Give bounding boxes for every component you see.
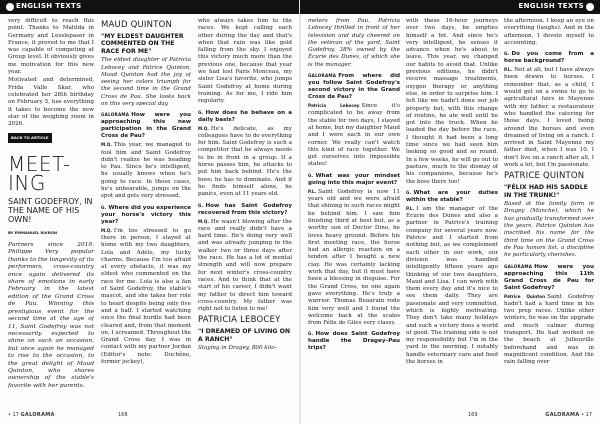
question: G. What was your mindset going into this major event? — [308, 172, 400, 186]
right-page-number: 169 — [468, 412, 478, 418]
question: G. Do you come from a horse background? — [504, 51, 594, 65]
left-col-2 — [101, 18, 191, 410]
issue-number: • 17 — [8, 412, 19, 418]
left-col-3 — [198, 18, 292, 410]
answer: Patrice Quinton Saint Godefroy hadn't had a hard time in his two prep races. Unlike other winters, he was on the upgrade and much calmer during transport. He had worked on the beach at Jullouville beforehand and was in magnificent condition. And the rain falling over — [504, 293, 594, 366]
question: G. How has Saint Godefroy recovered from this victory? — [198, 202, 292, 216]
answer: P.L. Not at all, but I have always been drawn to horses. I remember that, as a child, I would get on a swine to go to agricultural fairs in Mayenne with my father, a restaurateur who handled the catering for those days. I loved being around the horses and even dreamed of living on a ranch. I arrived in Saint Mayenne my father died, when I was 10. I don't live on a ranch after all, I work a lot, but I'm passionate. — [504, 67, 594, 169]
left-header-label: ENGLISH TEXTS — [16, 2, 82, 10]
question: G. How does Saint Godefroy handle the Dragey–Pau trips? — [308, 331, 400, 352]
article-intro: Partners since 2019, Philippe Very popular thanks to the longevity of its performers, cross-country once again delivered its share of emotions in early February in the latest edition of the Grand Cross de Pau. Winning this prestigious event for the second time at the age of 11, Saint Godefroy was not necessarily expected to shine on such an occasion, but once again he managed to rise to the occasion, to the great delight of Maud Quinton, who shares ownership of the stable's favorite with her parents. — [8, 242, 94, 389]
back-to-article-badge[interactable]: BACK TO ARTICLE — [8, 133, 52, 142]
left-header-bar — [0, 0, 300, 14]
issue-number: • 17 — [581, 412, 592, 418]
interviewee-name: PATRICIA LEBOCEY — [198, 315, 281, 326]
answer: M.Q. He's delicate, as my colleagues have to do everything for him. Saint Godefroy is such a competitor that he always needs to be in front in a group. If a horse passes him, he attacks to put him back behind. He's the boss; he has to dominate. And if he finds himself alone, he panics, even at 11 years old. — [198, 125, 292, 198]
interviewee-name: PATRICE QUINTON — [504, 171, 585, 182]
pull-quote-text: The eldest daughter of Patricia Lebocey and Patrice Quinton, Maud Quinton had the joy of seeing her colors triumph for the second time in the Grand Cross de Pau. She looks back on this very special day. — [101, 57, 191, 107]
brand-name: GALORAMA — [20, 412, 55, 418]
pull-quote-text: Based at the family farm in Dragey (Manche), which he has gradually transformed over the years, Patrice Quinton has inscribed his name for the third time on the Grand Cross de Pau honors list, a discipline he particularly cherishes. — [504, 201, 594, 259]
right-header-bar — [300, 0, 600, 14]
section-marker-icon — [586, 3, 594, 11]
right-col-2 — [406, 18, 498, 410]
right-page — [300, 0, 600, 424]
answer: P.L. Saint Godefroy is now 11 years old and we were afraid that shining in such races might be behind him. I saw him finishing third at best but, as a worthy son of Doctor Dino, he loves heavy ground. Before his first meeting race, the horse had an allergic reaction on a tendon after I bought a new clay. He was certainly lacking work that day, but it must have been a blessing in disguise. For the Grand Cross, no one again gave everything. He's truly a warrior. Thomas Beaurain rode him very well and I found the welcome back at the scales from Félix de Giles very classy. — [308, 188, 400, 327]
question: GALORAMA How were you approaching this new participation in the Grand Cross de Pau? — [101, 112, 191, 140]
question: G. Where did you experience your horse's victory this year? — [101, 204, 191, 225]
paragraph: who always takes him to the races. We kept calling each other during the day and that's when that rain was like gold falling from the sky. I enjoyed this victory much more than the previous one, because that year we had lost Paris Monceau, my sister Lisa's favorite, who jumps Saint Godefroy at home during training. As for me, I ride him regularly. — [198, 18, 292, 105]
pull-quote-title: "MY ELDEST DAUGHTER COMMENTED ON THE RACE FOR ME" — [101, 33, 184, 55]
answer: M.Q. I'm too stressed to go there in person, I stayed at home with my two daughters, Lola and Adèle, my lucky charms. Because I'm too afraid at every obstacle, it was my eldest who commented on the race for me. Lola is also a fan of Saint Godefroy, the stable's mascot, and she takes her role to heart despite being only five and a half. I started watching once the final hurdle had been cleared and, from that moment on, I screamed. Throughout the Grand Cross day, I was in contact with my partner Jordan (Editor's note: Duchêne, former jockey), — [101, 227, 191, 366]
byline: BY EMMANUEL RIVRON — [8, 229, 58, 235]
brand-name: GALORAMA — [545, 412, 580, 418]
left-footer — [8, 412, 55, 418]
answer: M.Q. This year, we managed to fool him and Saint Godefroy didn't realize he was heading to Pau. Since he's intelligent, he usually knows when he's going to race. In those cases, he's unbearable, jumps on the spot and gets very stressed. — [101, 142, 191, 200]
left-page-number: 168 — [118, 412, 128, 418]
answer: M.Q. He wasn't blowing after the race and really didn't have a hard time. He's doing very well and was already jumping in the walker two or three days after the race. He has a lot of mental strength and will now prepare for next winter's cross-country races. And to think that at the start of his career, I didn't want my father to direct him toward cross-country. My father was right not to listen to me! — [198, 218, 292, 313]
right-header-label: ENGLISH TEXTS — [518, 2, 584, 10]
intro-continued: meters from Pau, Patricia Lebocey thrilled in front of her television and duly cheered on the veteran of the yard, Saint Godefroy, 38% owned by the Écurie des Dunes, of which she is the manager. — [308, 18, 400, 68]
interviewee-name: MAUD QUINTON — [101, 20, 173, 30]
paragraph: the afternoon. I keep an eye on everything (laughs). And in the afternoon, I devote myself to accounting. — [504, 18, 594, 46]
continued-text: very difficult to reach this point. Thanks to Matilda in Germany and Lesslepaser in France, it proved to me that I was capable of competing at Group level. It obviously gives me motivation for this new year. — [8, 18, 94, 76]
left-col-1 — [8, 18, 94, 410]
question: G. What are your duties within the stable? — [406, 189, 498, 203]
pull-quote-title: "I DREAMED OF LIVING ON A RANCH" — [198, 328, 291, 343]
question: GALORAMA How were you approaching this 11th Grand Cross de Pau for Saint Godefroy? — [504, 263, 594, 291]
section-title: MEET- ING — [8, 151, 71, 195]
pull-quote-title: "FÉLIX HAD HIS SADDLE IN THE TRUNK!" — [504, 184, 588, 199]
pull-quote-text: Staying in Dragey, 800 kilo- — [198, 345, 277, 352]
question: GALORAMA From where did you follow Saint Godefroy's second victory in the Grand Cross de Pau? — [308, 73, 400, 101]
question: G. How does he behave on a daily basis? — [198, 109, 292, 123]
right-col-1 — [308, 18, 400, 410]
right-footer — [545, 412, 592, 418]
section-marker-icon — [6, 3, 14, 11]
right-col-3 — [504, 18, 594, 410]
paragraph: with these 16-hour journeys over two days, he empties himself a bit. And since he's very intelligent, he senses it advance when he's about to leave. This year, we changed our habits to avoid that. Unlike previous editions, he didn't receive massage treatments, oxygen therapy or anything else, in order to surprise him. I felt like we hadn't done our job properly but, with this change of routine, he ate well until he got into the truck. When he loaded the day before the race, I thought it had been a long time since we had seen him looking so good and so round. In a few weeks, he will go out to pasture, much to the dismay of his companions, because he's the boss there too! — [406, 18, 498, 185]
paragraph: Motivated and determined, Frida Valle Skar, who celebrated her 28th birthday on February 5, has everything it takes to become the new star of the weighing room in 2026. — [8, 77, 94, 128]
answer: Patricia Lebocey Since it's complicated to be away from the stable for two days, I stayed at home, but my daughter Maud and I were each in our own corner. We really can't watch this kind of race together. We get ourselves into impossible states! — [308, 103, 400, 168]
article-subtitle: SAINT GODEFROY, IN THE NAME OF HIS OWN! — [8, 196, 93, 224]
answer: P.L. I am the manager of the Écurie des Dunes and also a partner in Patrice's training company for several years now. Patrice and I started from nothing but, as we complement each other in our work, our division was handled intelligently fifteen years ago thinking of our two daughters, Maud and Lisa. I can work with them every day and it's nice to see them daily. They are passionate and very committed, which is highly motivating. They don't take many holidays and such a victory does a world of good. The training side is not my responsibility but I'm in the yard in the morning. I notably handle veterinary care and feed the horses in — [406, 205, 498, 366]
